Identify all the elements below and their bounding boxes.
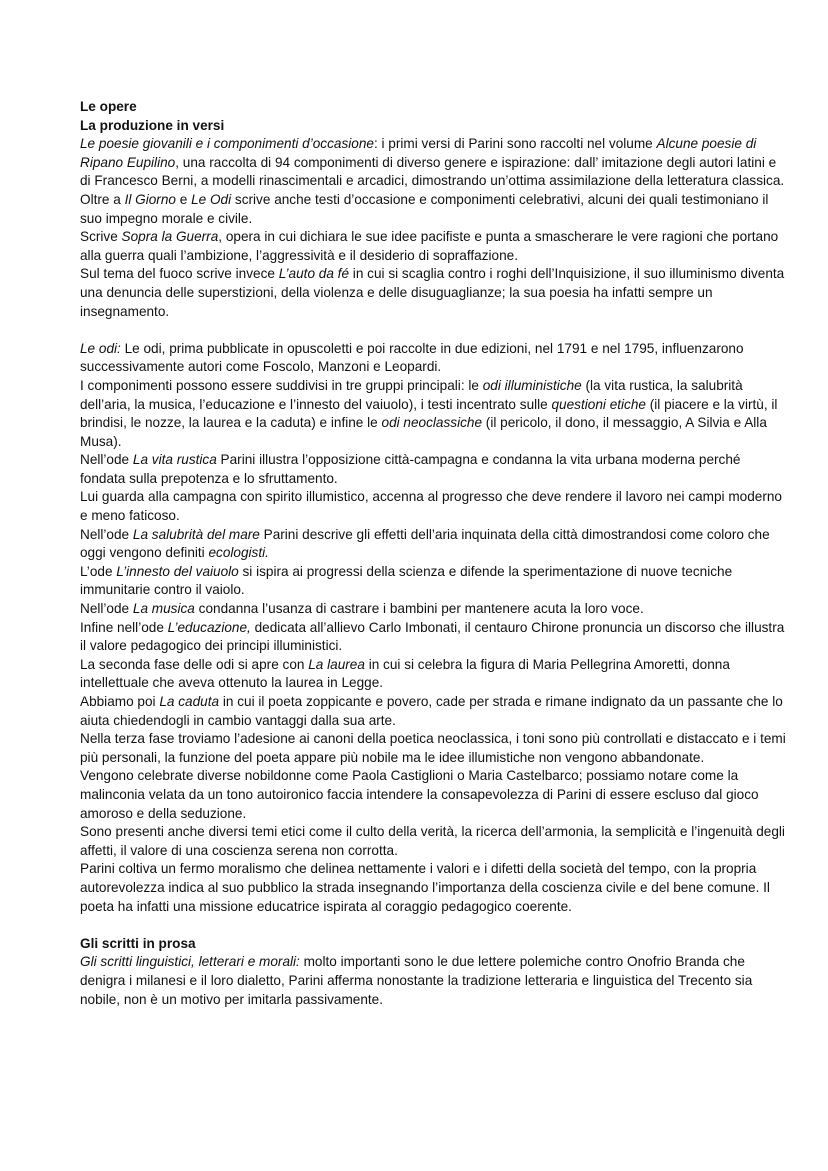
heading-scritti-in-prosa: Gli scritti in prosa xyxy=(80,935,196,951)
heading-le-opere: Le opere xyxy=(80,99,137,114)
paragraph-laurea: La seconda fase delle odi si apre con La laurea in cui si celebra la figura di Maria Pellegrina Amoretti, donna intellettuale che aveva ottenuto la laurea in Legge. xyxy=(80,656,730,691)
paragraph-vita-rustica: Nell’ode La vita rustica Parini illustra l’opposizione città-campagna e condanna la vita urbana moderna perché fondata sulla prepotenza e lo sfruttamento. xyxy=(80,452,741,486)
paragraph-le-odi: Le odi: Le odi, prima pubblicate in opuscoletti e poi raccolte in due edizioni, nel 1791 e nel 1795, influenzarono successivamente autori come Foscolo, Manzoni e Leopardi. xyxy=(80,340,744,375)
paragraph-scritti-linguistici: Gli scritti linguistici, letterari e morali: molto importanti sono le due lettere polemiche contro Onofrio Branda che denigra i milanesi e il loro dialetto, Parini afferma nonostante la tradizione letteraria e linguistica del Trecento sia nobile, non è un motivo per imitarla passivamente. xyxy=(80,954,753,1007)
paragraph-auto-da-fe: Sul tema del fuoco scrive invece L’auto da fé in cui si scaglia contro i roghi dell’Inquisizione, il suo illuminismo diventa una denuncia delle superstizioni, della violenza e delle disuguaglianze; la sua poesia ha infatti sempre un insegnamento. xyxy=(80,266,785,319)
paragraph-moralismo: Parini coltiva un fermo moralismo che delinea nettamente i valori e i difetti della società del tempo, con la propria autorevolezza indica al suo pubblico la strada insegnando l’importanza della coscienza civile e del bene comune. Il poeta ha infatti una missione educatrice ispirata al coraggio pedagogico coerente. xyxy=(80,861,770,914)
paragraph-testi-occasione: Oltre a Il Giorno e Le Odi scrive anche testi d’occasione e componimenti celebrativi, alcuni dei quali testimoniano il suo impegno morale e civile. xyxy=(80,191,769,226)
paragraph-innesto: L’ode L’innesto del vaiuolo si ispira ai progressi della scienza e difende la sperimentazione di nuove tecniche immunitarie contro il vaiolo. xyxy=(80,563,733,598)
paragraph-temi-etici: Sono presenti anche diversi temi etici come il culto della verità, la ricerca dell’armonia, la semplicità e l’ingenuità degli affetti, il valore di una coscienza serena non corrotta. xyxy=(80,824,785,858)
paragraph-sopra-la-guerra: Scrive Sopra la Guerra, opera in cui dichiara le sue idee pacifiste e punta a smascherare le vere ragioni che portano alla guerra quali l’ambizione, l’aggressività e il desiderio di sopraffazione. xyxy=(80,229,779,263)
paragraph-gap xyxy=(80,321,788,340)
paragraph-poesie-giovanili: Le poesie giovanili e i componimenti d’occasione: i primi versi di Parini sono raccolti nel volume Alcune poesie di Ripano Eupilino, una raccolta di 94 componimenti di diverso genere e ispirazione: dall’ imitazione degli autori latini e di Francesco Berni, a modelli rinascimentali e arcadici, dimostrando un’ottima assimilazione della letteratura classica. xyxy=(80,136,785,189)
paragraph-musica: Nell’ode La musica condanna l’usanza di castrare i bambini per mantenere acuta la loro voce. xyxy=(80,601,644,617)
paragraph-educazione: Infine nell’ode L’educazione, dedicata all’allievo Carlo Imbonati, il centauro Chirone pronuncia un discorso che illustra il valore pedagogico dei principi illuministici. xyxy=(80,619,785,654)
paragraph-terza-fase: Nella terza fase troviamo l’adesione ai canoni della poetica neoclassica, i toni sono più controllati e distaccato e i temi più personali, la funzione del poeta appare più nobile ma le idee illumistiche non vengono abbandonate. xyxy=(80,731,786,765)
paragraph-gap xyxy=(80,916,788,935)
paragraph-campagna: Lui guarda alla campagna con spirito illumistico, accenna al progresso che deve rendere il lavoro nei campi moderno e meno faticoso. xyxy=(80,489,782,524)
paragraph-gruppi: I componimenti possono essere suddivisi in tre gruppi principali: le odi illuministiche (la vita rustica, la salubrità dell’aria, la musica, l’educazione e l’innesto del vaiuolo), i testi incentrato sulle questioni etiche (il piacere e la virtù, il brindisi, le nozze, la laurea e la caduta) e infine le odi neoclassiche (il pericolo, il dono, il messaggio, A Silvia e Alla Musa). xyxy=(80,377,778,449)
heading-produzione-in-versi: La produzione in versi xyxy=(80,117,225,133)
paragraph-salubrita: Nell’ode La salubrità del mare Parini descrive gli effetti dell’aria inquinata della città dimostrandosi come coloro che oggi vengono definiti ecologisti. xyxy=(80,526,770,561)
paragraph-nobildonne: Vengono celebrate diverse nobildonne come Paola Castiglioni o Maria Castelbarco; possiamo notare come la malinconia velata da un tono autoironico faccia intendere la consapevolezza di Parini di essere escluso dal gioco amoroso e della seduzione. xyxy=(80,768,759,821)
paragraph-caduta: Abbiamo poi La caduta in cui il poeta zoppicante e povero, cade per strada e rimane indignato da un passante che lo aiuta chiedendogli in cambio vantaggi dalla sua arte. xyxy=(80,694,783,728)
